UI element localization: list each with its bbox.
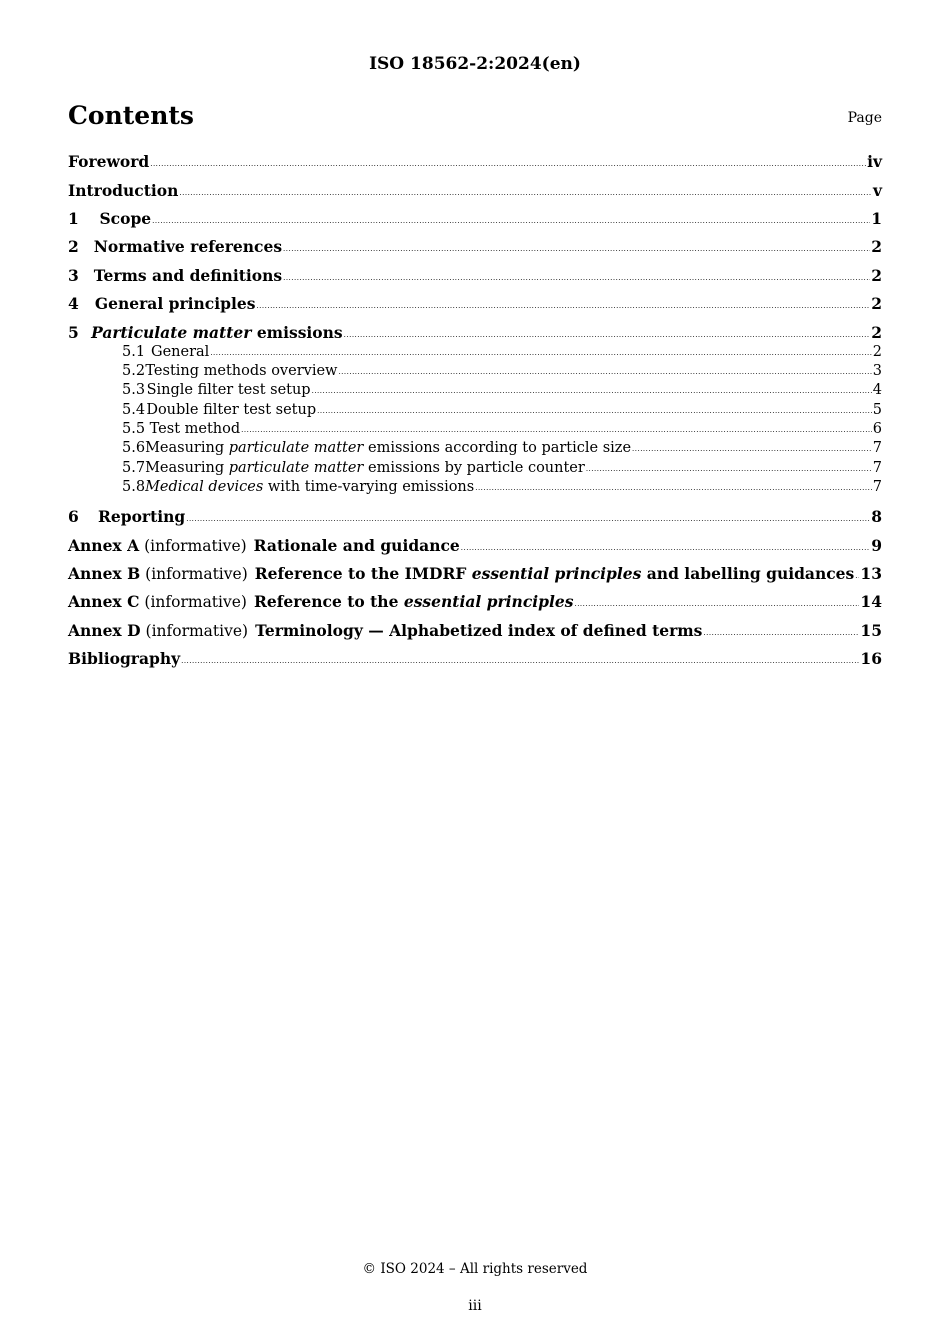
toc-page: iv <box>867 152 882 171</box>
toc-title: Double filter test setup <box>146 402 317 418</box>
toc-title: Terms and definitions <box>93 266 283 285</box>
toc-page: 2 <box>871 294 882 313</box>
toc-page: 9 <box>871 536 882 555</box>
toc-title-pre: Reference to the <box>253 592 404 611</box>
toc-entry-time-varying-emissions[interactable] <box>68 479 882 495</box>
toc-leader <box>179 189 872 197</box>
toc-leader <box>283 274 870 282</box>
toc-leader <box>256 302 870 310</box>
toc-entry-double-filter-test-setup[interactable] <box>68 402 882 418</box>
toc-entry-terms-and-definitions[interactable] <box>68 266 882 285</box>
toc-title: Test method <box>149 421 241 437</box>
toc-number: 5.7 <box>122 460 146 476</box>
toc-leader <box>632 445 872 453</box>
toc-number: 5 <box>68 323 79 342</box>
toc-entry-particulate-matter-emissions[interactable] <box>68 323 882 342</box>
toc-entry-reporting[interactable] <box>68 507 882 526</box>
toc-entry-introduction[interactable] <box>68 181 882 200</box>
toc-page: 15 <box>860 621 882 640</box>
toc-title-rest: emissions according to particle size <box>363 440 632 456</box>
toc-page: 7 <box>872 440 882 456</box>
toc-title-italic: particulate matter <box>228 440 364 456</box>
toc-leader <box>344 331 871 339</box>
toc-number: 5.4 <box>122 402 146 418</box>
toc-number: 3 <box>68 266 79 285</box>
toc-number: 5.3 <box>122 382 146 398</box>
toc-title: Normative references <box>93 237 283 256</box>
toc-entry-annex-d[interactable] <box>68 621 882 640</box>
toc-leader <box>210 349 871 357</box>
toc-page: 8 <box>871 507 882 526</box>
toc-annex-kind: (informative) <box>144 537 247 555</box>
toc-number: 5.6 <box>122 440 146 456</box>
toc-title: Rationale and guidance <box>253 536 460 555</box>
toc-page: 7 <box>872 460 882 476</box>
toc-annex-label: Annex C <box>68 592 140 611</box>
toc-title <box>145 460 585 476</box>
page-column-label: Page <box>847 110 882 126</box>
toc-title-italic: essential principles <box>403 592 574 611</box>
toc-number: 5.2 <box>122 363 146 379</box>
toc-title-rest: with time-varying emissions <box>263 479 475 495</box>
toc-leader <box>186 515 870 523</box>
toc-leader <box>855 572 859 580</box>
page-number: iii <box>468 1298 482 1314</box>
contents-title: Contents <box>68 101 195 130</box>
toc-page: 2 <box>872 344 882 360</box>
toc-title: Scope <box>99 209 152 228</box>
toc-entry-testing-methods-overview[interactable] <box>68 363 882 379</box>
toc-entry-foreword[interactable] <box>68 152 882 171</box>
toc-entry-annex-c[interactable] <box>68 592 882 611</box>
toc-annex-label: Annex D <box>68 621 141 640</box>
toc-annex-label: Annex A <box>68 536 140 555</box>
toc-page: 14 <box>860 592 882 611</box>
toc-title-italic: Particulate matter <box>91 323 252 342</box>
toc-page: 16 <box>860 649 882 668</box>
toc-title: Bibliography <box>68 649 181 668</box>
toc-page: 7 <box>872 479 882 495</box>
toc-title: Testing methods overview <box>145 363 338 379</box>
toc-entry-test-method[interactable] <box>68 421 882 437</box>
toc-number: 5.5 <box>122 421 146 437</box>
toc-annex-kind: (informative) <box>145 622 249 640</box>
document-id: ISO 18562-2:2024(en) <box>369 54 581 74</box>
toc-entry-scope[interactable] <box>68 209 882 228</box>
toc-number: 6 <box>68 507 79 526</box>
toc-leader <box>317 407 872 415</box>
toc-leader <box>283 245 870 253</box>
toc-title <box>145 479 474 495</box>
toc-title: Terminology — Alphabetized index of defined terms <box>255 621 703 640</box>
toc-title: General <box>151 344 210 360</box>
toc-leader <box>574 600 859 608</box>
toc-title: Single filter test setup <box>146 382 311 398</box>
toc-page: 5 <box>872 402 882 418</box>
toc-title: Foreword <box>68 152 150 171</box>
copyright-notice: © ISO 2024 – All rights reserved <box>362 1261 588 1277</box>
toc-leader <box>181 657 859 665</box>
toc-leader <box>703 629 859 637</box>
toc-entry-general-principles[interactable] <box>68 294 882 313</box>
toc-page: 13 <box>860 564 882 583</box>
toc-page: 1 <box>871 209 882 228</box>
toc-page: 6 <box>872 421 882 437</box>
toc-title: Introduction <box>68 181 179 200</box>
toc-entry-measuring-by-particle-counter[interactable] <box>68 460 882 476</box>
toc-leader <box>152 217 870 225</box>
toc-title-italic: essential principles <box>471 564 642 583</box>
toc-leader <box>241 426 872 434</box>
toc-title <box>254 592 573 611</box>
toc-number: 5.8 <box>122 479 146 495</box>
toc-title-italic: Medical devices <box>145 479 264 495</box>
toc-leader <box>312 387 872 395</box>
toc-title-rest: emissions <box>251 323 343 342</box>
toc-number: 5.1 <box>122 344 146 360</box>
toc-title-rest: and labelling guidances <box>641 564 855 583</box>
toc-entry-annex-b[interactable] <box>68 564 882 583</box>
toc-title-italic: particulate matter <box>228 460 364 476</box>
toc-number: 2 <box>68 237 79 256</box>
toc-page: 4 <box>872 382 882 398</box>
toc-entry-normative-references[interactable] <box>68 237 882 256</box>
toc-annex-kind: (informative) <box>144 593 247 611</box>
toc-title <box>145 440 631 456</box>
toc-title: Reporting <box>97 507 186 526</box>
toc-title-pre: Measuring <box>145 460 229 476</box>
toc-annex-label: Annex B <box>68 564 141 583</box>
toc-page: 2 <box>871 266 882 285</box>
toc-page: 3 <box>872 363 882 379</box>
toc-leader <box>150 160 866 168</box>
toc-entry-single-filter-test-setup[interactable] <box>68 382 882 398</box>
toc-leader <box>586 465 872 473</box>
toc-page: 2 <box>871 323 882 342</box>
toc-leader <box>461 544 870 552</box>
toc-entry-annex-a[interactable] <box>68 536 882 555</box>
toc-title-rest: emissions by particle counter <box>363 460 585 476</box>
toc-number: 1 <box>68 209 79 228</box>
toc-entry-measuring-by-particle-size[interactable] <box>68 440 882 456</box>
toc-entry-bibliography[interactable] <box>68 649 882 668</box>
toc-leader <box>338 368 871 376</box>
toc-title <box>255 564 855 583</box>
toc-annex-kind: (informative) <box>145 565 248 583</box>
toc-title: General principles <box>94 294 256 313</box>
toc-page: 2 <box>871 237 882 256</box>
toc-page: v <box>872 181 882 200</box>
toc-title-pre: Reference to the IMDRF <box>254 564 472 583</box>
toc-title <box>91 323 343 342</box>
toc-entry-general[interactable] <box>68 344 882 360</box>
toc-number: 4 <box>68 294 79 313</box>
toc-leader <box>475 484 872 492</box>
toc-title-pre: Measuring <box>145 440 229 456</box>
